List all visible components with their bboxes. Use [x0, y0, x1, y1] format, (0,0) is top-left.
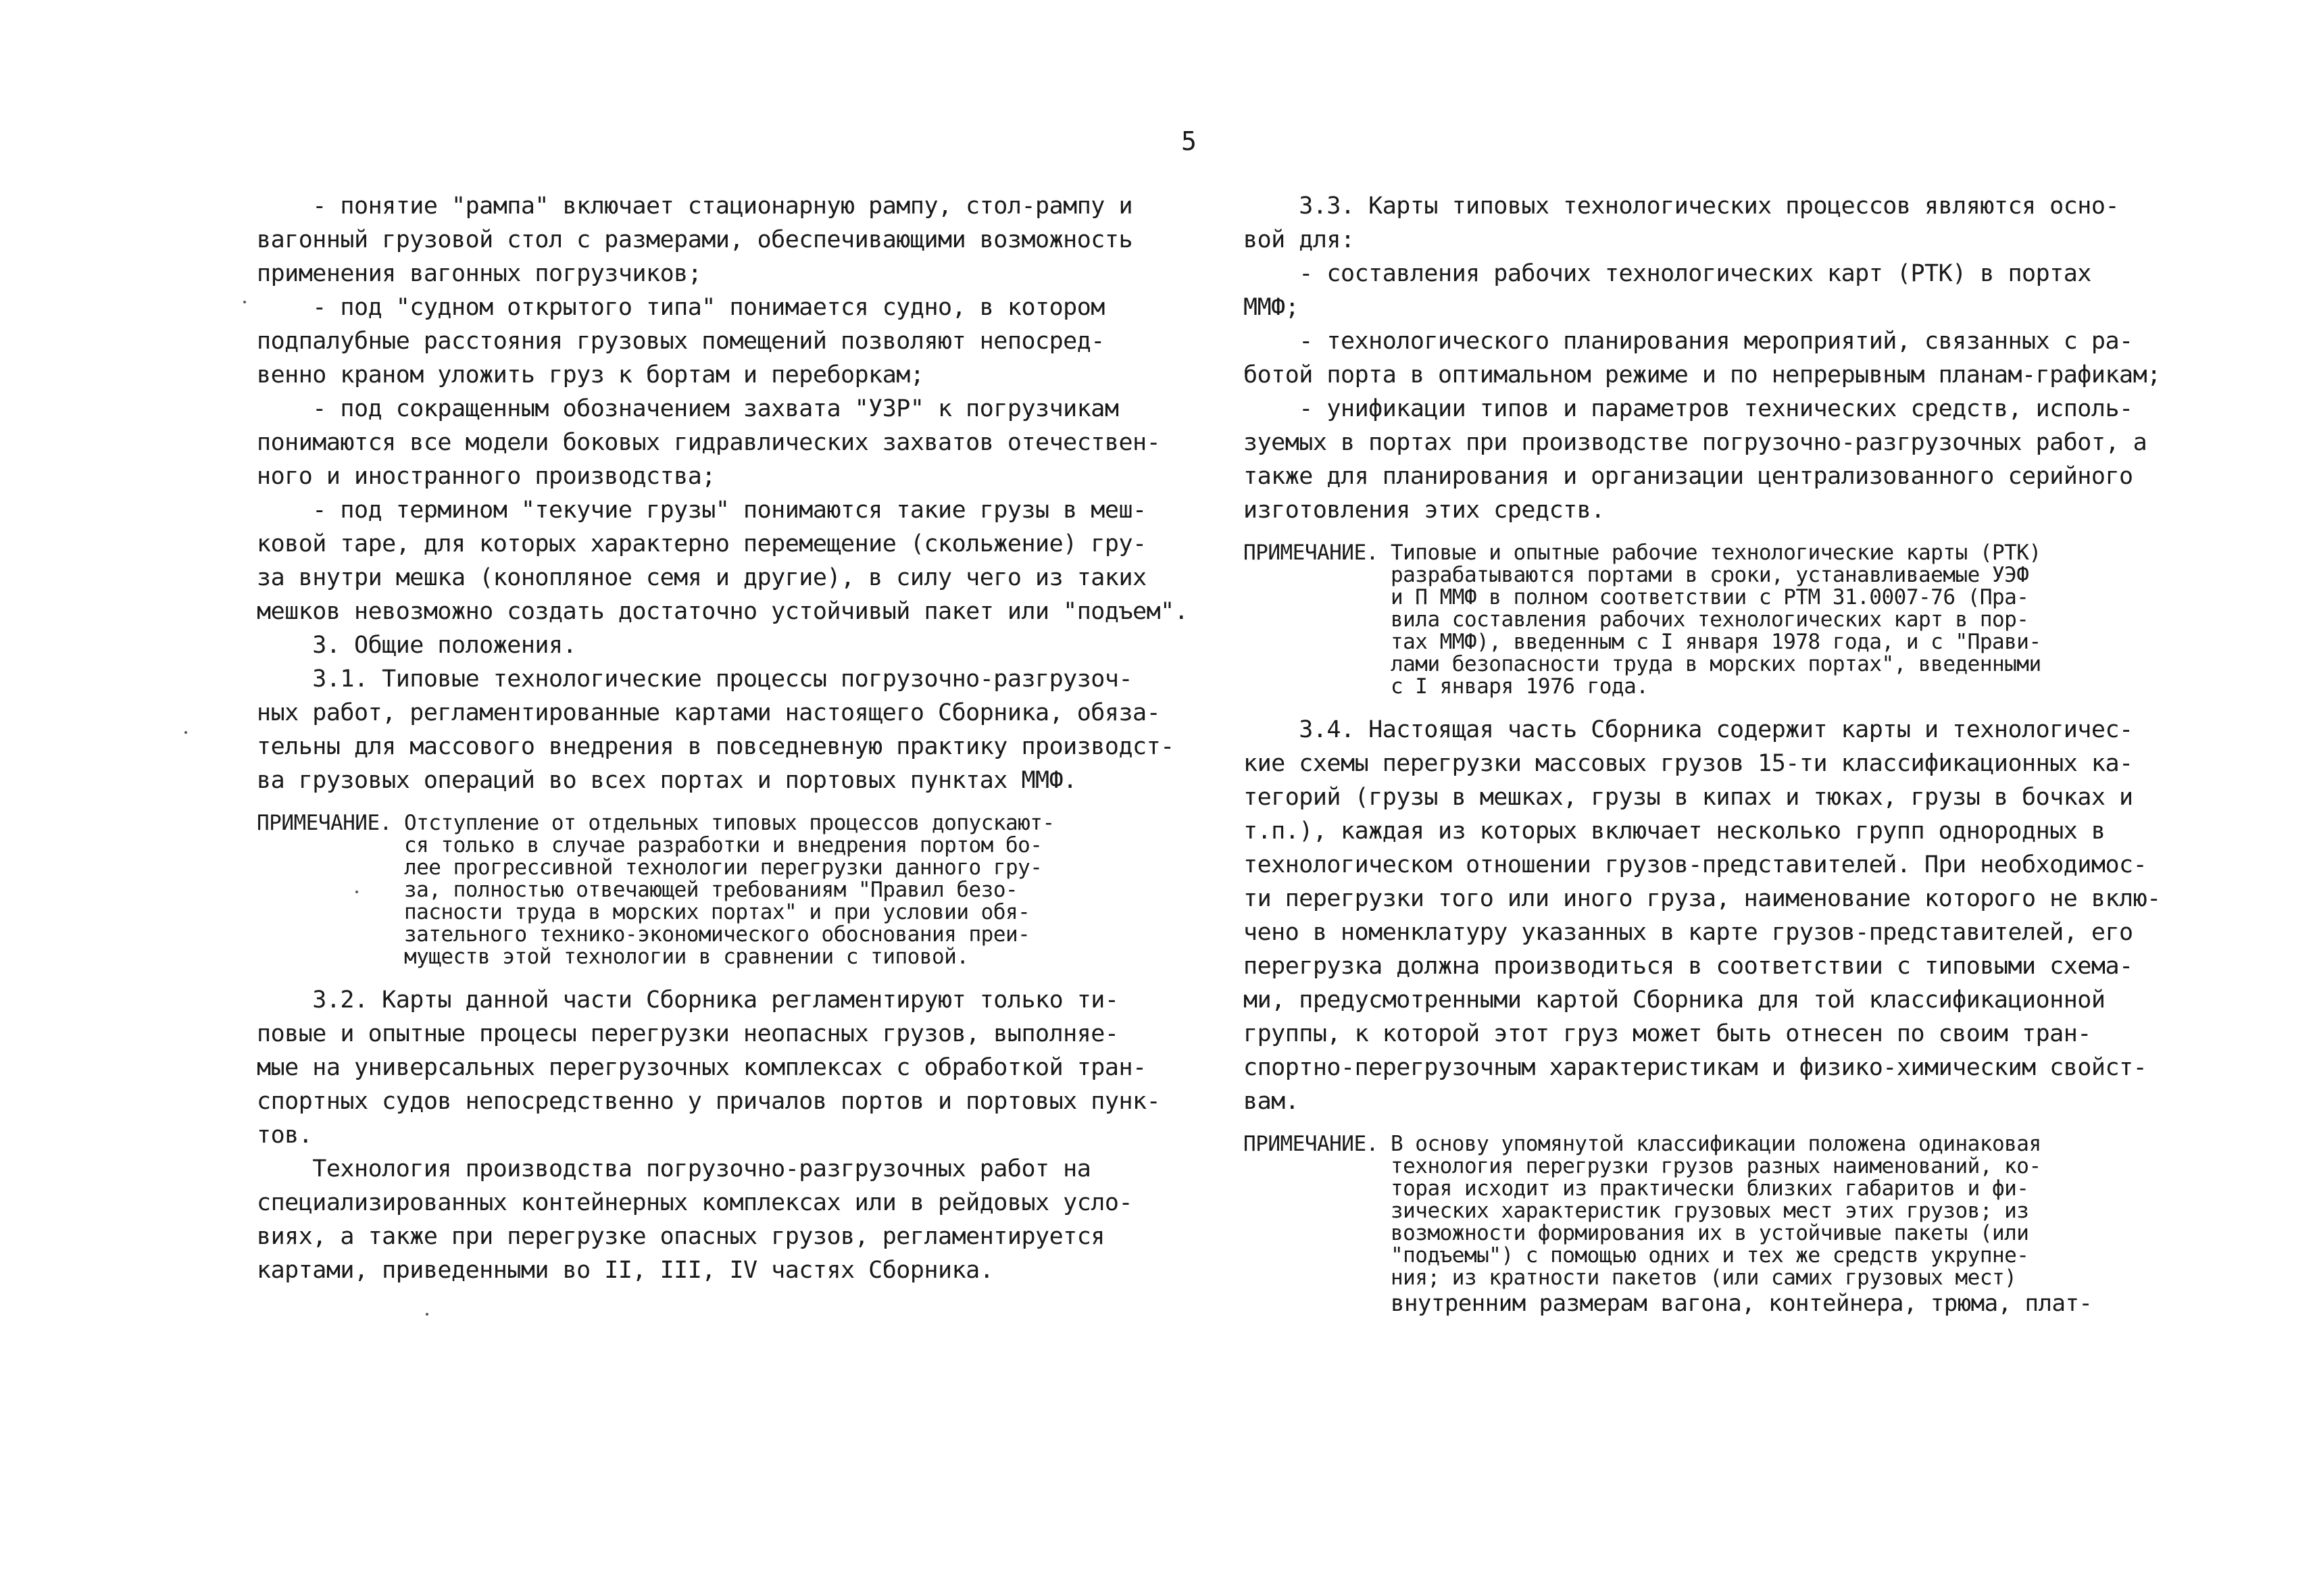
text-line: виях, а также при перегрузке опасных грузов, регламентируется — [257, 1223, 1105, 1250]
left-text-block-b — [257, 983, 1162, 1287]
text-line: вагонный грузовой стол с размерами, обеспечивающими возможность — [257, 226, 1133, 253]
text-line: чено в номенклатуру указанных в карте грузов-представителей, его — [1243, 919, 2133, 946]
text-line: т.п.), каждая из которых включает несколько групп однородных в — [1243, 818, 2106, 845]
text-line: спортных судов непосредственно у причалов портов и портовых пунк- — [257, 1088, 1161, 1115]
text-line: ботой порта в оптимальном режиме и по непрерывным планам-графикам; — [1243, 361, 2161, 389]
text-line: тельны для массового внедрения в повседневную практику производст- — [257, 733, 1174, 760]
note-line: ся только в случае разработки и внедрения портом бо- — [403, 833, 1043, 857]
note-3 — [1243, 1133, 2176, 1318]
text-line: ных работ, регламентированные картами настоящего Сборника, обяза- — [257, 699, 1161, 726]
text-line: - под сокращенным обозначением захвата "УЗР" к погрузчикам — [257, 395, 1119, 422]
text-line: ми, предусмотренными картой Сборника для той классификационной — [1243, 987, 2106, 1014]
scan-speck — [184, 731, 187, 734]
text-line: - технологического планирования мероприятий, связанных с ра- — [1243, 328, 2133, 355]
text-line: группы, к которой этот груз может быть отнесен по своим тран- — [1243, 1020, 2091, 1047]
note-2 — [1243, 542, 2176, 698]
note-label: ПРИМЕЧАНИЕ. — [1243, 541, 1391, 565]
note-body — [1391, 1133, 2176, 1318]
text-line: 3.4. Настоящая часть Сборника содержит карты и технологичес- — [1243, 716, 2133, 743]
text-line: зуемых в портах при производстве погрузочно-разгрузочных работ, а — [1243, 429, 2147, 456]
text-line: технологическом отношении грузов-представителей. При необходимос- — [1243, 851, 2147, 878]
text-line: картами, приведенными во II, III, IV частях Сборника. — [257, 1257, 994, 1284]
right-column — [1243, 189, 2176, 1318]
note-line: зических характеристик грузовых мест этих грузов; из — [1390, 1199, 2029, 1223]
note-1 — [257, 812, 1162, 968]
right-text-block-a — [1243, 189, 2176, 527]
note-line: с I января 1976 года. — [1390, 674, 1649, 699]
text-line: 3.1. Типовые технологические процессы погрузочно-разгрузоч- — [257, 666, 1133, 693]
text-line: тов. — [257, 1122, 313, 1149]
text-line: ММФ; — [1243, 294, 1299, 321]
text-line: вам. — [1243, 1088, 1299, 1115]
text-line: 3.3. Карты типовых технологических процессов являются осно- — [1243, 193, 2120, 220]
text-line: применения вагонных погрузчиков; — [257, 260, 702, 287]
note-line: тах ММФ), введенным с I января 1978 года, и с "Прави- — [1390, 630, 2041, 654]
text-line: мешков невозможно создать достаточно устойчивый пакет или "подъем". — [257, 598, 1189, 625]
left-text-block-a — [257, 189, 1189, 797]
note-line: возможности формирования их в устойчивые пакеты (или — [1390, 1221, 2029, 1245]
note-line: муществ этой технологии в сравнении с типовой. — [403, 945, 969, 969]
note-line: лее прогрессивной технологии перегрузки данного гру- — [403, 855, 1043, 880]
text-line: венно краном уложить груз к бортам и переборкам; — [257, 361, 924, 389]
note-line: технология перегрузки грузов разных наименований, ко- — [1390, 1154, 2041, 1178]
text-line: специализированных контейнерных комплексах или в рейдовых усло- — [257, 1189, 1133, 1216]
text-line: - составления рабочих технологических карт (РТК) в портах — [1243, 260, 2091, 287]
left-column — [257, 189, 1189, 1287]
note-line: внутренним размерам вагона, контейнера, трюма, плат- — [1390, 1290, 2093, 1317]
scan-speck — [426, 1313, 428, 1316]
page-number: 5 — [1181, 126, 1197, 156]
text-line: также для планирования и организации централизованного серийного — [1243, 463, 2133, 490]
note-line: и П ММФ в полном соответствии с РТМ 31.0007-76 (Пра- — [1390, 585, 2029, 609]
text-line: за внутри мешка (конопляное семя и другие), в силу чего из таких — [257, 564, 1147, 591]
text-line: подпалубные расстояния грузовых помещений позволяют непосред- — [257, 328, 1105, 355]
note-body — [1391, 542, 2176, 698]
section-heading: 3. Общие положения. — [257, 632, 577, 659]
text-line: ти перегрузки того или иного груза, наименование которого не вклю- — [1243, 885, 2161, 912]
note-line: лами безопасности труда в морских портах", введенными — [1390, 652, 2041, 676]
note-line: Типовые и опытные рабочие технологические карты (РТК) — [1390, 541, 2041, 565]
note-label: ПРИМЕЧАНИЕ. — [257, 811, 404, 835]
text-line: ва грузовых операций во всех портах и портовых пунктах ММФ. — [257, 767, 1077, 794]
note-line: за, полностью отвечающей требованиям "Правил безо- — [403, 878, 1018, 902]
text-line: 3.2. Карты данной части Сборника регламентируют только ти- — [257, 987, 1119, 1014]
note-line: разрабатываются портами в сроки, устанавливаемые УЭФ — [1390, 563, 2029, 587]
text-line: - под "судном открытого типа" понимается судно, в котором — [257, 294, 1105, 321]
text-line: перегрузка должна производиться в соответствии с типовыми схема- — [1243, 953, 2133, 980]
text-line: спортно-перегрузочным характеристикам и физико-химическим свойст- — [1243, 1054, 2147, 1081]
note-line: В основу упомянутой классификации положена одинаковая — [1390, 1132, 2041, 1156]
text-line: Технология производства погрузочно-разгрузочных работ на — [257, 1155, 1091, 1182]
note-line: Отступление от отдельных типовых процессов допускают- — [403, 811, 1055, 835]
text-line: тегорий (грузы в мешках, грузы в кипах и тюках, грузы в бочках и — [1243, 784, 2133, 811]
right-text-block-b — [1243, 713, 2176, 1118]
note-line: вила составления рабочих технологических карт в пор- — [1390, 607, 2029, 632]
text-line: изготовления этих средств. — [1243, 497, 1605, 524]
text-line: вой для: — [1243, 226, 1355, 253]
text-line: - понятие "рампа" включает стационарную рампу, стол-рампу и — [257, 193, 1133, 220]
text-line: - под термином "текучие грузы" понимаются такие грузы в меш- — [257, 497, 1147, 524]
text-line: кие схемы перегрузки массовых грузов 15-ти классификационных ка- — [1243, 750, 2133, 777]
text-line: ного и иностранного производства; — [257, 463, 716, 490]
note-line: торая исходит из практически близких габаритов и фи- — [1390, 1176, 2029, 1201]
note-line: пасности труда в морских портах" и при условии обя- — [403, 900, 1030, 924]
note-body — [404, 812, 1162, 968]
note-line: зательного технико-экономического обоснования преи- — [403, 922, 1030, 947]
scan-speck — [243, 301, 246, 303]
text-line: понимаются все модели боковых гидравлических захватов отечествен- — [257, 429, 1161, 456]
text-line: - унификации типов и параметров технических средств, исполь- — [1243, 395, 2133, 422]
text-line: ковой таре, для которых характерно перемещение (скольжение) гру- — [257, 530, 1147, 557]
note-line: ния; из кратности пакетов (или самих грузовых мест) — [1390, 1266, 2017, 1290]
text-line: повые и опытные процесы перегрузки неопасных грузов, выполняе- — [257, 1020, 1119, 1047]
note-line: "подъемы") с помощью одних и тех же средств укрупне- — [1390, 1243, 2029, 1268]
note-label: ПРИМЕЧАНИЕ. — [1243, 1132, 1391, 1156]
text-line: мые на универсальных перегрузочных комплексах с обработкой тран- — [257, 1054, 1147, 1081]
